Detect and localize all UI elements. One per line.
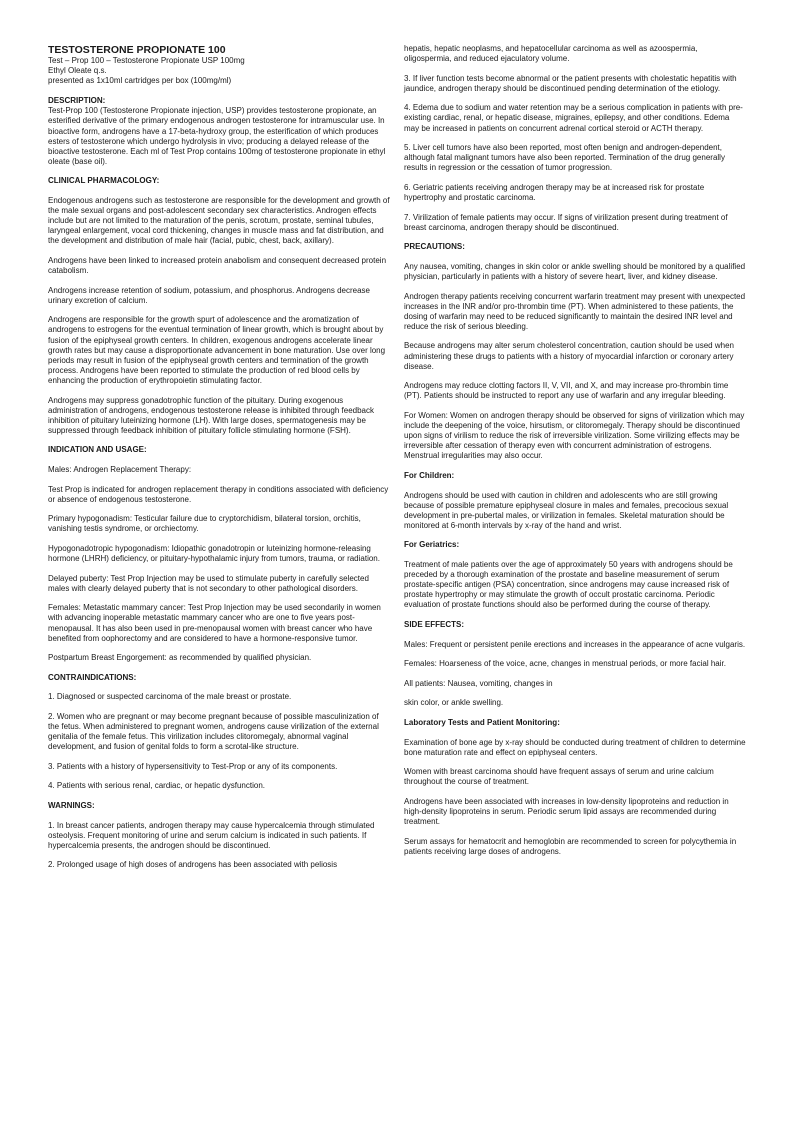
lab-tests-heading: Laboratory Tests and Patient Monitoring: (404, 717, 560, 727)
precautions-heading: PRECAUTIONS: (404, 242, 465, 252)
clinical-paragraph: Androgens have been linked to increased protein anabolism and consequent decreased protein catabolism. (48, 256, 387, 276)
lab-paragraph: Examination of bone age by x-ray should be conducted during treatment of children to determine bone maturation rate and effect on epiphyseal centers. (404, 737, 746, 757)
side-effect-paragraph: Females: Hoarseness of the voice, acne, changes in menstrual periods, or more facial hair. (404, 659, 726, 669)
children-text: Androgens should be used with caution in children and adolescents who are still growing because of possible premature epiphyseal closure in males and females, precocious sexual development in pre-pubertal males, or virilization in females. Skeletal maturation should be monitored at 6-month intervals by x-ray of the hand and wrist. (404, 490, 729, 530)
subtitle-line: Ethyl Oleate q.s. (48, 66, 107, 76)
warning-item: 6. Geriatric patients receiving androgen therapy may be at increased risk for prostate hypertrophy and prostatic carcinoma. (404, 182, 705, 203)
product-subtitle (48, 56, 390, 86)
contraindication-item: 2. Women who are pregnant or may become pregnant because of possible masculinization of the fetus. When administered to pregnant women, androgens cause virilization of the external genitalia of the female fetus. This virilization includes clitoromegaly, abnormal vaginal development, and fusion of genital folds to form a scrotal-like structure. (48, 712, 379, 752)
clinical-paragraph: Androgens may suppress gonadotrophic function of the pituitary. During exogenous administration of androgens, endogenous testosterone release is inhibited through feedback inhibition of pituitary luteinizing hormone (LH). With large doses, spermatogenesis may be suppressed through feedback inhibition of pituitary follicle stimulating hormone (FSH). (48, 395, 374, 435)
indication-paragraph: Males: Androgen Replacement Therapy: (48, 465, 192, 474)
side-effects-heading: SIDE EFFECTS: (404, 619, 465, 629)
warning-item: 5. Liver cell tumors have also been reported, most often benign and androgen-dependent, although fatal malignant tumors have also been reported. Termination of the drug generally results in regression or the cessation of tumor progression. (404, 143, 725, 173)
contraindication-item: 4. Patients with serious renal, cardiac, or hepatic dysfunction. (48, 781, 265, 791)
contraindication-item: 1. Diagnosed or suspected carcinoma of the male breast or prostate. (48, 692, 292, 702)
warning-item: 4. Edema due to sodium and water retention may be a serious complication in patients with pre-existing cardiac, renal, or hepatic disease, migraines, epilepsy, and other conditions. Edema may be increased in patients on concurrent adrenal cortical steroid or ACTH therapy. (404, 103, 743, 133)
geriatrics-text: Treatment of male patients over the age of approximately 50 years with androgens should be preceded by a thorough examination of the prostate and baseline measurement of serum prostate-specific antigen (PSA) concentration, since androgens may cause increased risk of prostate hypertrophy or may stimulate the growth of occult prostatic carcinoma. Periodic evaluation of prostate functions should also be performed during the course of therapy. (404, 559, 733, 610)
precaution-paragraph: Because androgens may alter serum cholesterol concentration, caution should be used when administering these drugs to patients with a history of myocardial infarction or coronary artery disease. (404, 341, 734, 371)
indication-paragraph: Females: Metastatic mammary cancer: Test Prop Injection may be used secondarily in women with advancing inoperable metastatic mammary cancer who are one to five years post-menopausal. It has also been used in pre-menopausal women with breast cancer who have benefited from oophorectomy and are considered to have a hormone-responsive tumor. (48, 603, 381, 643)
side-effect-paragraph: skin color, or ankle swelling. (404, 698, 504, 708)
clinical-paragraph: Androgens increase retention of sodium, potassium, and phosphorus. Androgens decrease urinary excretion of calcium. (48, 285, 370, 305)
contraindications-heading: CONTRAINDICATIONS: (48, 672, 137, 682)
side-effect-paragraph: Males: Frequent or persistent penile erections and increases in the appearance of acne vulgaris. (404, 639, 746, 649)
warning-item: hepatis, hepatic neoplasms, and hepatocellular carcinoma as well as azoospermia, oligospermia, and reduced ejaculatory volume. (404, 44, 698, 64)
indication-paragraph: Postpartum Breast Engorgement: as recommended by qualified physician. (48, 653, 312, 663)
contraindication-item: 3. Patients with a history of hypersensitivity to Test-Prop or any of its components. (48, 761, 338, 771)
indication-heading: INDICATION AND USAGE: (48, 445, 147, 455)
lab-paragraph: Androgens have been associated with increases in low-density lipoproteins and reduction in high-density lipoproteins in serum. Periodic serum lipid assays are recommended during treatment. (404, 796, 729, 827)
geriatrics-heading: For Geriatrics: (404, 540, 460, 550)
warnings-heading: WARNINGS: (48, 801, 95, 811)
lab-paragraph: Women with breast carcinoma should have frequent assays of serum and urine calcium throughout the course of treatment. (404, 767, 714, 787)
precaution-paragraph: Androgens may reduce clotting factors II, V, VII, and X, and may increase pro-thrombin time (PT). Patients should be instructed to report any use of warfarin and any irregular bleeding. (404, 381, 729, 401)
indication-paragraph: Delayed puberty: Test Prop Injection may be used to stimulate puberty in carefully selected males with clearly delayed puberty that is not secondary to other pathological disorders. (48, 573, 369, 593)
clinical-pharmacology-heading: CLINICAL PHARMACOLOGY: (48, 176, 160, 186)
left-column (48, 44, 390, 880)
warning-item: 3. If liver function tests become abnormal or the patient presents with cholestatic hepatitis with jaundice, androgen therapy should be discontinued pending determination of the etiology. (404, 73, 737, 93)
indication-paragraph: Test Prop is indicated for androgen replacement therapy in conditions associated with deficiency or absence of endogenous testosterone. (48, 484, 389, 504)
indication-paragraph: Primary hypogonadism: Testicular failure due to cryptorchidism, bilateral torsion, orchitis, vanishing testis syndrome, or orchiectomy. (48, 514, 361, 534)
precaution-paragraph: For Women: Women on androgen therapy should be observed for signs of virilization which may include the deepening of the voice, hirsutism, or clitoromegaly. Therapy should be discontinued upon signs of virilism to reduce the risk of irreversible virilization. Some virilizing effects may be irreversible after cessation of therapy even with concurrent administration of estrogens. Menstrual irregularities may also occur. (404, 410, 745, 461)
indication-paragraph: Hypogonadotropic hypogonadism: Idiopathic gonadotropin or luteinizing hormone-releasing hormone (LHRH) deficiency, or pituitary-hypothalamic injury from tumors, trauma, or radiation. (48, 543, 380, 564)
clinical-paragraph: Androgens are responsible for the growth spurt of adolescence and the aromatization of androgens to estrogens for the eventual termination of linear growth, which is brought about by fusion of the epiphyseal growth centers. In children, exogenous androgens accelerate linear growth rates but may cause a disproportionate advancement in bone maturation. Use over long periods may result in fusion of the epiphyseal growth centers and termination of the growth process. Androgens have been reported to stimulate the production of red blood cells by enhancing the production of erythropoietin stimulating factor. (48, 315, 386, 385)
warning-item: 7. Virilization of female patients may occur. If signs of virilization present during treatment of breast carcinoma, androgen therapy should be discontinued. (404, 212, 728, 232)
document-title: TESTOSTERONE PROPIONATE 100 (48, 44, 226, 56)
description-text: Test-Prop 100 (Testosterone Propionate injection, USP) provides testosterone propionate, an esterified derivative of the primary endogenous androgen testosterone for intramuscular use. In bioactive form, androgens have a 17-beta-hydroxy group, the esterification of which produces esters of testosterone which undergo hydrolysis in vivo; producing a delayed release of the bioactive testosterone. Each ml of Test Prop contains 100mg of testosterone propionate in ethyl oleate (base oil). (48, 106, 386, 166)
subtitle-line: presented as 1x10ml cartridges per box (100mg/ml) (48, 76, 232, 86)
clinical-paragraph: Endogenous androgens such as testosterone are responsible for the development and growth of the male sexual organs and post-adolescent secondary sex characteristics. Androgen effects include but are not limited to the maturation of the penis, scrotum, prostate, seminal tubules, laryngeal enlargement, vocal cord thickening, changes in muscle mass and fat distribution, and the development and distribution of male hair (facial, pubic, chest, back, axillary). (48, 196, 390, 246)
precaution-paragraph: Any nausea, vomiting, changes in skin color or ankle swelling should be monitored by a qualified physician, particularly in patients with a history of severe heart, liver, and kidney disease. (404, 261, 746, 281)
description-heading: DESCRIPTION: (48, 96, 106, 106)
lab-paragraph: Serum assays for hematocrit and hemoglobin are recommended to screen for polycythemia in patients receiving large doses of androgens. (404, 836, 737, 856)
right-column (404, 44, 746, 866)
side-effect-paragraph: All patients: Nausea, vomiting, changes in (404, 678, 553, 688)
warning-item: 2. Prolonged usage of high doses of androgens has been associated with peliosis (48, 860, 338, 870)
warning-item: 1. In breast cancer patients, androgen therapy may cause hypercalcemia through stimulated osteolysis. Frequent monitoring of urine and serum calcium is indicated in such patients. If hypercalcemia presents, the androgen should be discontinued. (48, 820, 375, 850)
subtitle-line: Test – Prop 100 – Testosterone Propionate USP 100mg (48, 56, 245, 65)
precaution-paragraph: Androgen therapy patients receiving concurrent warfarin treatment may present with unexpected increases in the INR and/or pro-thrombin time (PT). When administered to these patients, the dosing of warfarin may need to be reduced significantly to maintain the desired INR level and reduce the risk of serious bleeding. (404, 291, 746, 331)
children-heading: For Children: (404, 470, 455, 480)
